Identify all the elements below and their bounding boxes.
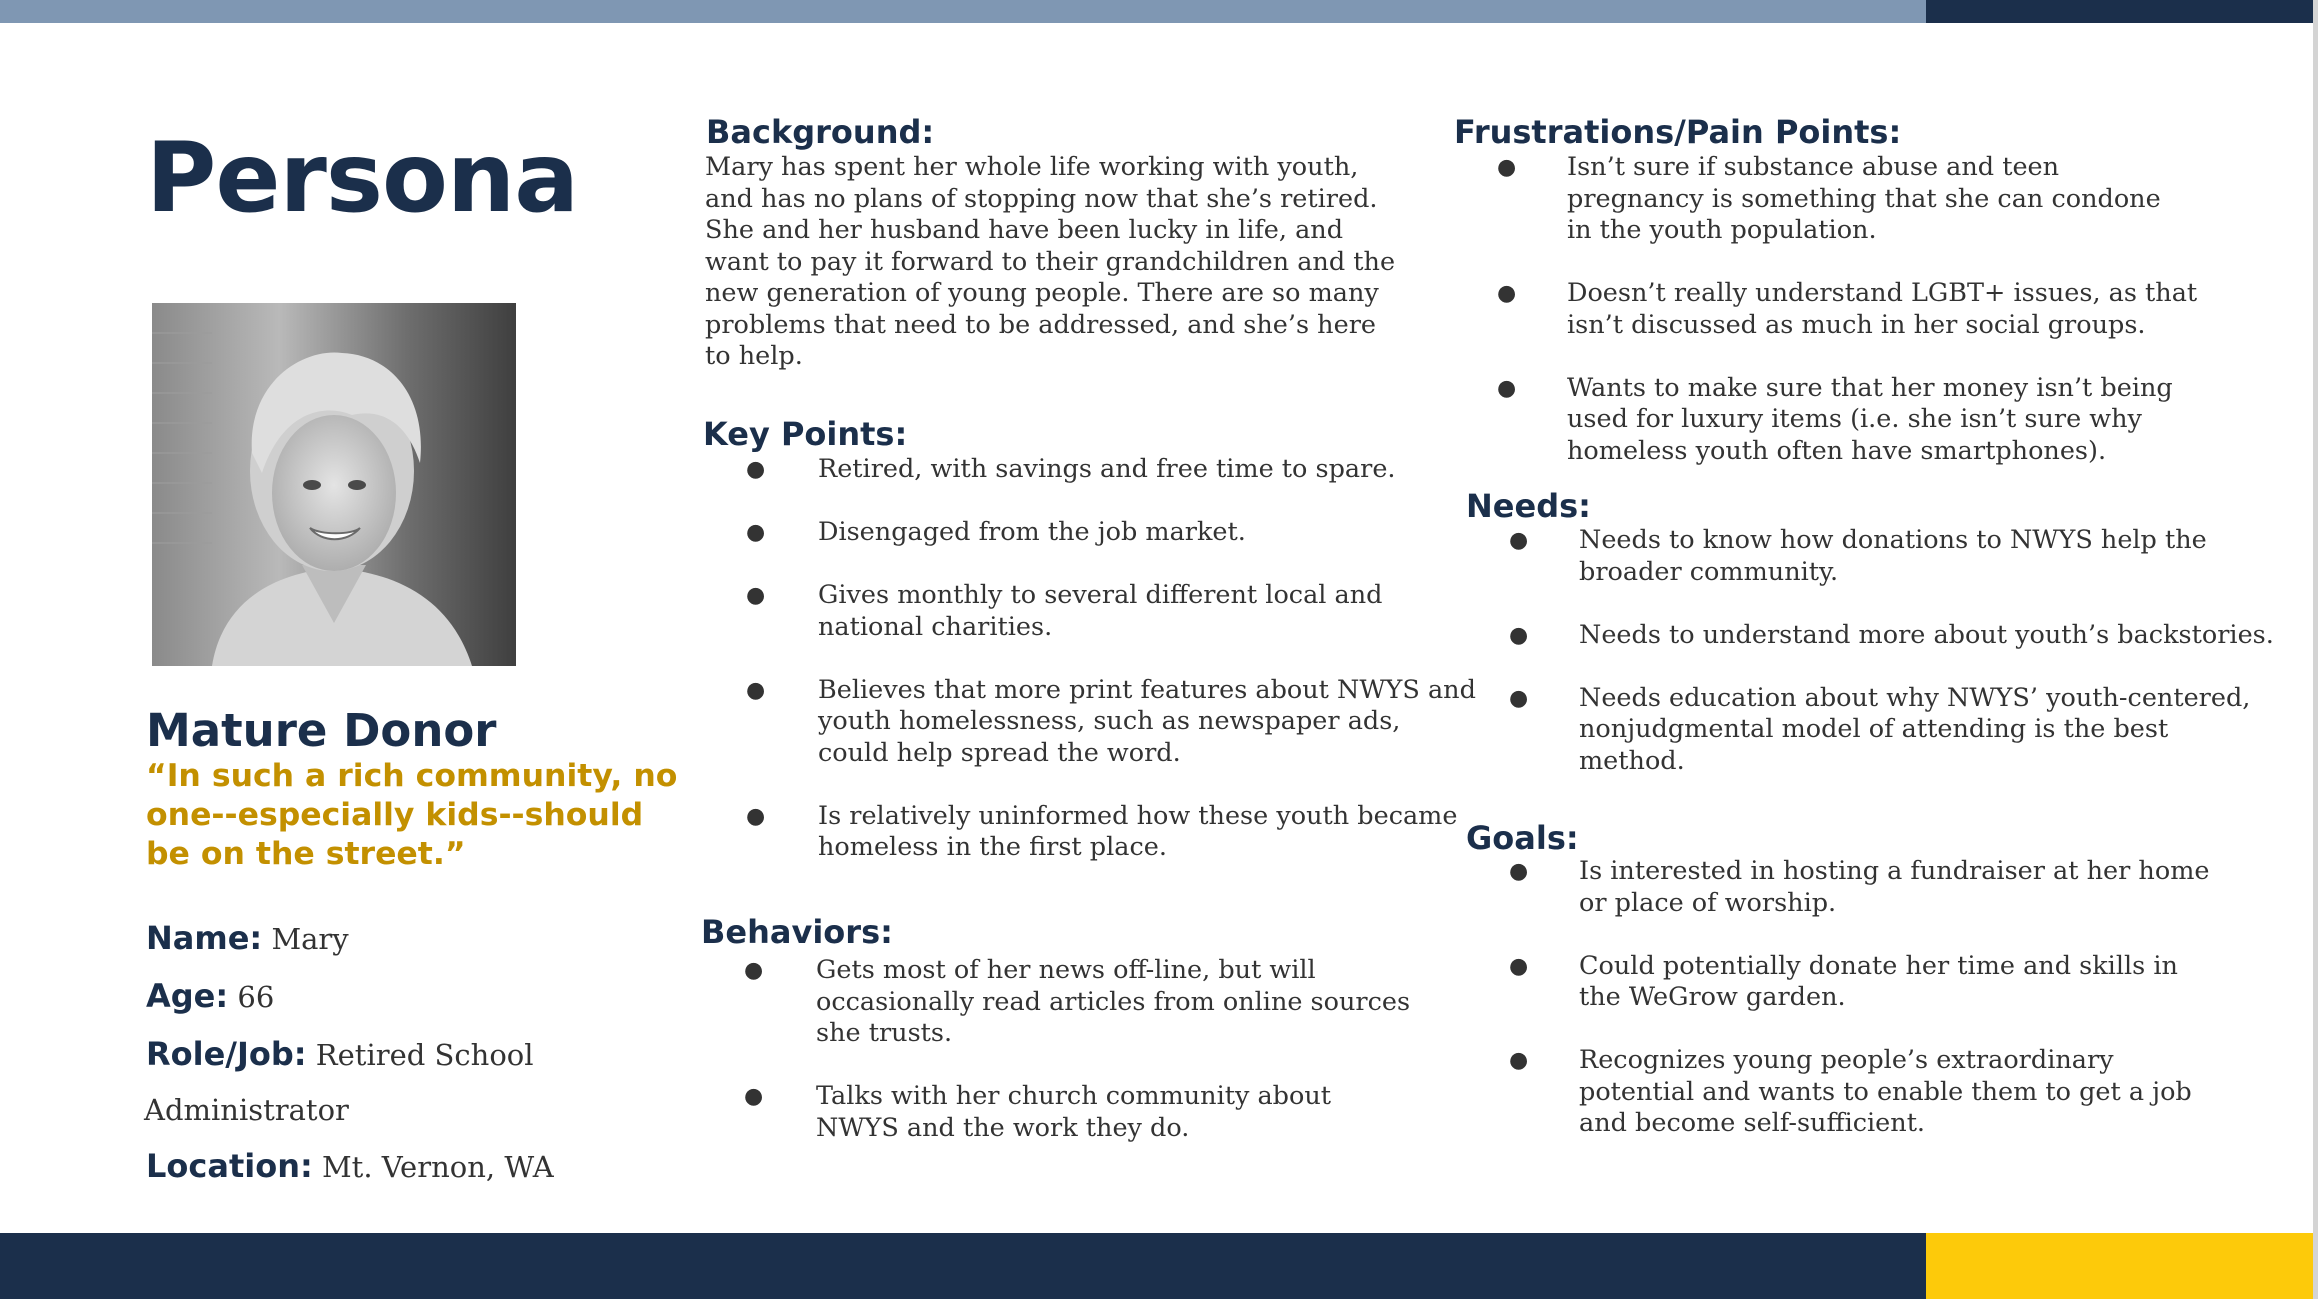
role-value: Retired School — [315, 1038, 534, 1072]
list-item-line: nonjudgmental model of attending is the best — [1579, 714, 2169, 744]
behaviors-heading: Behaviors: — [701, 913, 893, 951]
list-item-line: Is interested in hosting a fundraiser at her home — [1579, 856, 2210, 886]
list-item-line: Is relatively uninformed how these youth became — [818, 800, 1458, 831]
bullet-icon: ● — [744, 1084, 764, 1109]
list-item — [746, 675, 1476, 770]
list-item — [1497, 373, 2197, 468]
list-item — [1509, 620, 2274, 652]
key-points-list — [746, 454, 1476, 895]
bullet-icon: ● — [746, 677, 766, 703]
list-item-line: occasionally read articles from online sources — [816, 986, 1411, 1017]
list-item-line: homeless in the first place. — [818, 832, 1167, 862]
name-label: Name: — [146, 919, 263, 957]
bottom-accent-bar-left — [0, 1233, 1926, 1299]
list-item-line: Disengaged from the job market. — [818, 517, 1246, 547]
background-line: She and her husband have been lucky in life, and — [705, 215, 1344, 245]
background-text — [705, 152, 1395, 373]
location-row — [146, 1146, 554, 1187]
behaviors-list — [744, 955, 1410, 1176]
bullet-icon: ● — [1497, 281, 1517, 306]
goals-list — [1509, 856, 2209, 1171]
list-item-line: Wants to make sure that her money isn’t being — [1567, 372, 2173, 403]
list-item-line: the WeGrow garden. — [1579, 982, 1846, 1012]
role-label: Role/Job: — [146, 1035, 307, 1073]
list-item — [1509, 683, 2274, 778]
top-accent-bar-left — [0, 0, 1926, 23]
background-line: new generation of young people. There are so many — [705, 278, 1379, 308]
top-accent-bar-right — [1926, 0, 2318, 23]
role-row — [146, 1034, 534, 1075]
key-points-heading: Key Points: — [703, 415, 908, 453]
list-item-line: she trusts. — [816, 1018, 953, 1048]
page-title: Persona — [146, 122, 579, 234]
list-item-line: and become self-sufficient. — [1579, 1108, 1926, 1138]
list-item-line: Doesn’t really understand LGBT+ issues, as that — [1567, 278, 2198, 308]
list-item-line: or place of worship. — [1579, 887, 1837, 918]
needs-heading: Needs: — [1466, 487, 1591, 525]
bullet-icon: ● — [746, 583, 766, 608]
list-item-line: Recognizes young people’s extraordinary — [1579, 1045, 2114, 1075]
list-item — [1497, 152, 2197, 247]
bullet-icon: ● — [746, 520, 766, 545]
list-item-line: Believes that more print features about NWYS and — [818, 674, 1476, 705]
list-item — [1509, 525, 2274, 588]
frustrations-heading: Frustrations/Pain Points: — [1454, 113, 1902, 151]
background-heading: Background: — [706, 113, 935, 151]
background-line: problems that need to be addressed, and she’s here — [705, 309, 1376, 340]
bottom-accent-bar-right — [1926, 1233, 2318, 1299]
name-value: Mary — [271, 922, 349, 956]
list-item — [1509, 951, 2209, 1014]
bullet-icon: ● — [1509, 1048, 1529, 1073]
age-value: 66 — [237, 980, 275, 1014]
age-label: Age: — [146, 977, 229, 1015]
bullet-icon: ● — [746, 803, 766, 829]
location-value: Mt. Vernon, WA — [321, 1150, 554, 1184]
right-edge-shadow — [2313, 0, 2318, 1299]
list-item-line: Gives monthly to several different local and — [818, 580, 1383, 610]
bullet-icon: ● — [1509, 859, 1529, 884]
list-item-line: could help spread the word. — [818, 737, 1181, 768]
location-label: Location: — [146, 1147, 313, 1185]
role-value-continued: Administrator — [144, 1093, 349, 1127]
list-item — [746, 580, 1476, 643]
bullet-icon: ● — [746, 457, 766, 482]
list-item-line: NWYS and the work they do. — [816, 1112, 1190, 1143]
list-item — [1509, 1045, 2209, 1140]
list-item-line: Needs to know how donations to NWYS help the — [1579, 525, 2207, 555]
list-item-line: method. — [1579, 745, 1685, 776]
list-item — [1497, 278, 2197, 341]
list-item-line: used for luxury items (i.e. she isn’t sure why — [1567, 404, 2142, 434]
persona-quote: “In such a rich community, no one--especially kids--should be on the street.” — [146, 758, 678, 872]
bullet-icon: ● — [744, 958, 764, 983]
list-item-line: Needs education about why NWYS’ youth-centered, — [1579, 682, 2251, 713]
age-row — [146, 976, 274, 1017]
background-line: to help. — [705, 341, 803, 371]
bullet-icon: ● — [1509, 622, 1529, 648]
list-item-line: youth homelessness, such as newspaper ads, — [818, 706, 1401, 736]
list-item-line: pregnancy is something that she can condone — [1567, 183, 2161, 214]
list-item — [746, 517, 1476, 549]
list-item — [746, 801, 1476, 864]
list-item-line: in the youth population. — [1567, 215, 1877, 245]
list-item-line: potential and wants to enable them to get a job — [1579, 1076, 2192, 1107]
list-item — [744, 955, 1410, 1050]
bullet-icon: ● — [1509, 528, 1529, 553]
bullet-icon: ● — [1497, 375, 1517, 401]
goals-heading: Goals: — [1466, 819, 1579, 857]
list-item-line: Retired, with savings and free time to spare. — [818, 454, 1396, 484]
background-line: want to pay it forward to their grandchildren and the — [705, 246, 1396, 277]
list-item — [744, 1081, 1410, 1144]
background-line: and has no plans of stopping now that she’s retired. — [705, 183, 1378, 214]
persona-photo — [152, 303, 516, 666]
list-item-line: isn’t discussed as much in her social groups. — [1567, 309, 2146, 340]
needs-list — [1509, 525, 2274, 809]
list-item-line: Isn’t sure if substance abuse and teen — [1567, 152, 2060, 182]
bullet-icon: ● — [1497, 155, 1517, 180]
list-item-line: Gets most of her news off-line, but will — [816, 955, 1316, 985]
background-line: Mary has spent her whole life working with youth, — [705, 152, 1359, 182]
list-item-line: national charities. — [818, 611, 1053, 642]
list-item-line: Needs to understand more about youth’s backstories. — [1579, 619, 2274, 650]
frustrations-list — [1497, 152, 2197, 499]
bullet-icon: ● — [1509, 953, 1529, 979]
list-item-line: Could potentially donate her time and skills in — [1579, 950, 2178, 981]
list-item-line: Talks with her church community about — [816, 1081, 1332, 1111]
persona-type: Mature Donor — [146, 704, 497, 757]
name-row — [146, 918, 349, 959]
list-item-line: broader community. — [1579, 556, 1839, 587]
list-item — [746, 454, 1476, 486]
portrait-photo — [152, 303, 516, 666]
list-item-line: homeless youth often have smartphones). — [1567, 435, 2107, 466]
bullet-icon: ● — [1509, 685, 1529, 711]
list-item — [1509, 856, 2209, 919]
